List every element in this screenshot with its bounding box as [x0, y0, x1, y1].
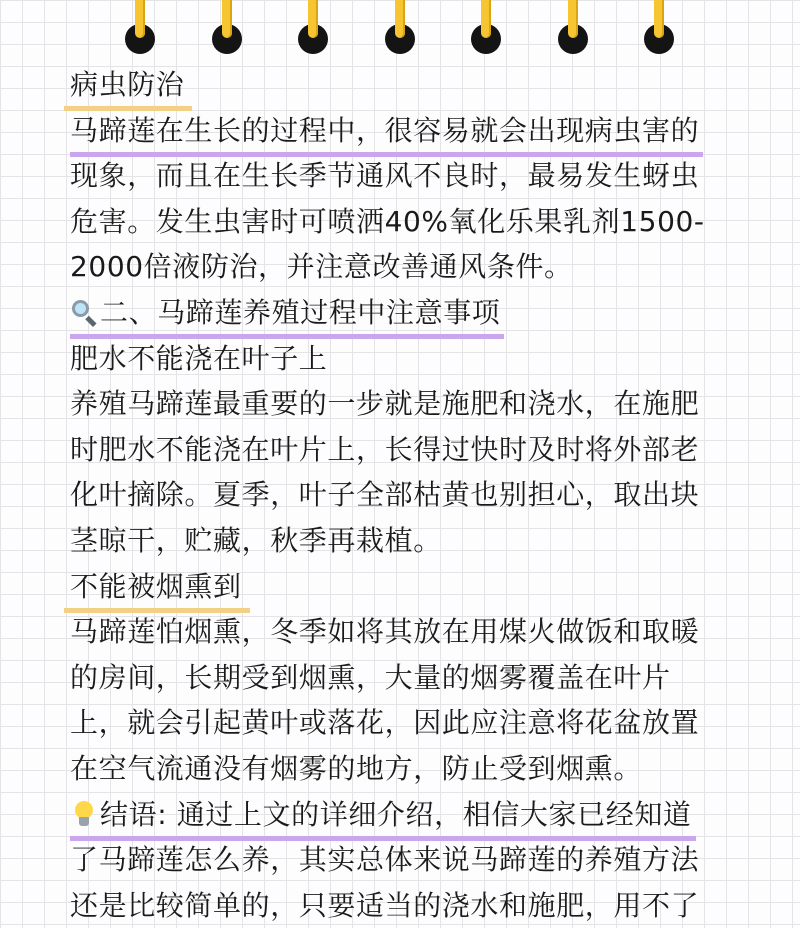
text-line: 上，就会引起黄叶或落花，因此应注意将花盆放置 [70, 706, 700, 740]
binder-ring [298, 0, 328, 54]
text-line: 在空气流通没有烟雾的地方，防止受到烟熏。 [70, 751, 643, 785]
text-line: 了马蹄莲怎么养，其实总体来说马蹄莲的养殖方法 [70, 843, 700, 877]
binder-ring [644, 0, 674, 54]
binder-ring [385, 0, 415, 54]
binder-ring [471, 0, 501, 54]
text-line: 现象，而且在生长季节通风不良时，最易发生蚜虫 [70, 159, 700, 193]
subheading-fertilizer: 肥水不能浇在叶子上 [70, 341, 328, 375]
binder-ring [212, 0, 242, 54]
text-line: 危害。发生虫害时可喷洒40%氧化乐果乳剂1500- [70, 204, 705, 238]
light-bulb-icon [70, 800, 98, 828]
text-line: 时肥水不能浇在叶片上，长得过快时及时将外部老 [70, 432, 700, 466]
text-line: 马蹄莲在生长的过程中，很容易就会出现病虫害的 [70, 108, 760, 154]
subheading-smoke: 不能被烟熏到 [70, 564, 760, 610]
text-line: 2000倍液防治，并注意改善通风条件。 [70, 250, 573, 284]
text-line: 养殖马蹄莲最重要的一步就是施肥和浇水，在施肥 [70, 387, 700, 421]
text-line: 马蹄莲怕烟熏，冬季如将其放在用煤火做饭和取暖 [70, 615, 700, 649]
magnifying-glass-icon [70, 298, 98, 326]
binder-ring [125, 0, 155, 54]
binder-ring [558, 0, 588, 54]
text-line: 还是比较简单的，只要适当的浇水和施肥，用不了 [70, 888, 700, 922]
subheading-pest-control: 病虫防治 [70, 62, 760, 108]
text-line: 化叶摘除。夏季，叶子全部枯黄也别担心，取出块 [70, 478, 700, 512]
note-content [70, 62, 760, 928]
section-heading: 二、马蹄莲养殖过程中注意事项 [70, 290, 760, 336]
notebook-rings [0, 0, 800, 60]
conclusion-line: 结语: 通过上文的详细介绍，相信大家已经知道 [70, 792, 760, 838]
text-line: 的房间，长期受到烟熏，大量的烟雾覆盖在叶片 [70, 660, 671, 694]
text-line: 茎晾干，贮藏，秋季再栽植。 [70, 523, 442, 557]
